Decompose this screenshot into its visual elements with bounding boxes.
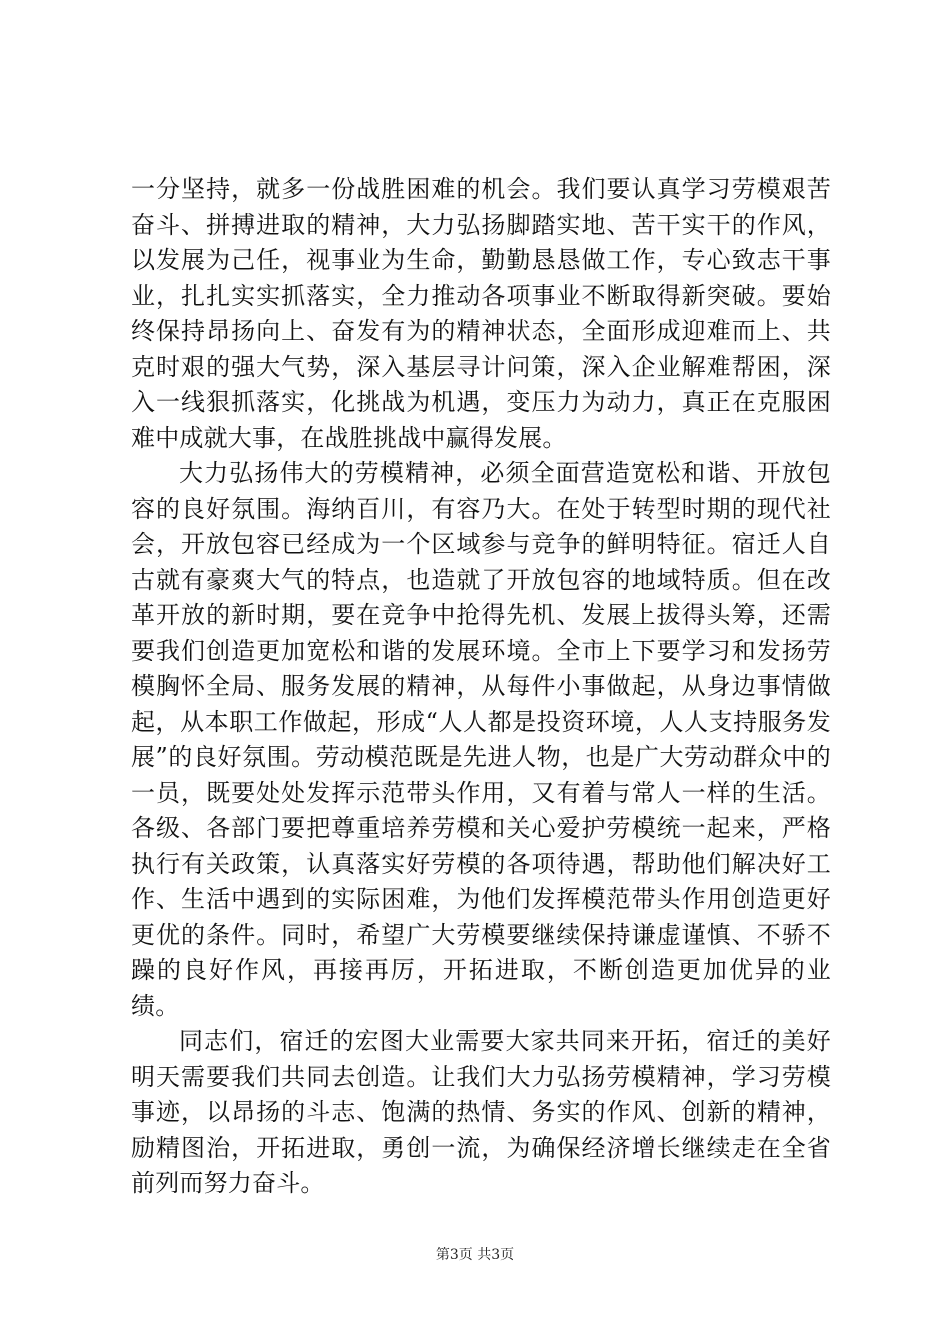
page-footer: 第3页 共3页 [435, 1247, 515, 1263]
document-body [131, 172, 831, 1202]
paragraph-open-inclusive: 大力弘扬伟大的劳模精神，必须全面营造宽松和谐、开放包容的良好氛围。海纳百川，有容乃大。在处于转型时期的现代社会，开放包容已经成为一个区域参与竞争的鲜明特征。宿迁人自古就有豪爽大气的特点，也造就了开放包容的地域特质。但在改革开放的新时期，要在竞争中抢得先机、发展上拔得头筹，还需要我们创造更加宽松和谐的发展环境。全市上下要学习和发扬劳模胸怀全局、服务发展的精神，从每件小事做起，从身边事情做起，从本职工作做起，形成“人人都是投资环境，人人支持服务发展”的良好氛围。劳动模范既是先进人物，也是广大劳动群众中的一员，既要处处发挥示范带头作用，又有着与常人一样的生活。各级、各部门要把尊重培养劳模和关心爱护劳模统一起来，严格执行有关政策，认真落实好劳模的各项待遇，帮助他们解决好工作、生活中遇到的实际困难，为他们发挥模范带头作用创造更好更优的条件。同时，希望广大劳模要继续保持谦虚谨慎、不骄不躁的良好作风，再接再厉，开拓进取，不断创造更加优异的业绩。 [131, 459, 831, 1020]
paragraph-closing: 同志们，宿迁的宏图大业需要大家共同来开拓，宿迁的美好明天需要我们共同去创造。让我们大力弘扬劳模精神，学习劳模事迹，以昂扬的斗志、饱满的热情、务实的作风、创新的精神，励精图治，开拓进取，勇创一流，为确保经济增长继续走在全省前列而努力奋斗。 [131, 1027, 831, 1197]
paragraph-continued: 一分坚持，就多一份战胜困难的机会。我们要认真学习劳模艰苦奋斗、拼搏进取的精神，大力弘扬脚踏实地、苦干实干的作风，以发展为己任，视事业为生命，勤勤恳恳做工作，专心致志干事业，扎扎实实抓落实，全力推动各项事业不断取得新突破。要始终保持昂扬向上、奋发有为的精神状态，全面形成迎难而上、共克时艰的强大气势，深入基层寻计问策，深入企业解难帮困，深入一线狠抓落实，化挑战为机遇，变压力为动力，真正在克服困难中成就大事，在战胜挑战中赢得发展。 [131, 175, 831, 452]
